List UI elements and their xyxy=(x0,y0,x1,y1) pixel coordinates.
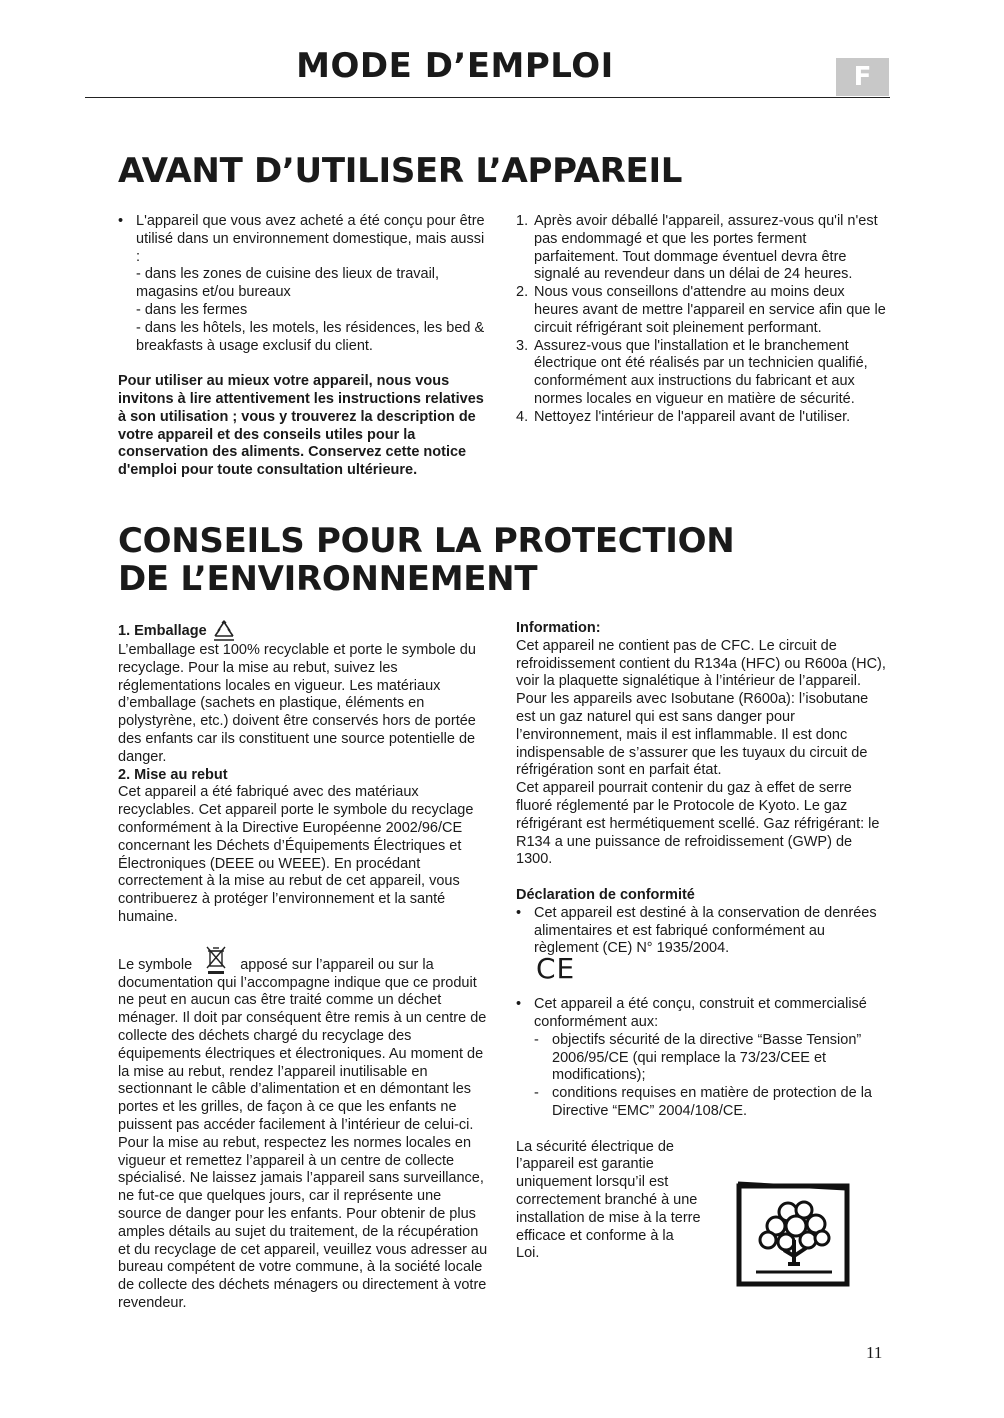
language-tab: F xyxy=(836,58,889,96)
bullet-mark: • xyxy=(118,213,124,229)
item-text: Nettoyez l'intérieur de l'appareil avant de l'utiliser. xyxy=(534,408,851,425)
instructions-notice: Pour utiliser au mieux votre appareil, nous vous invitons à lire attentivement les instructions relatives à son utilisation ; vous y trouverez la description de votre appareil et des conseils utiles pour la conservation des aliments. Conservez cette notice d'emploi pour toute consultation ultérieure. xyxy=(118,373,484,479)
rebut-heading: 2. Mise au rebut xyxy=(118,766,228,783)
item-text: Nous vous conseillons d'attendre au moins deux heures avant de mettre l'appareil en service afin que le circuit réfrigérant soit pleinement performant. xyxy=(534,284,886,336)
info-text: Cet appareil pourrait contenir du gaz à effet de serre fluoré réglementé par le Protocole de Kyoto. Le gaz réfrigérant est hermétiquement scellé. Gaz réfrigérant: le R134 a une puissance de refroidissement (GWP) de 1300. xyxy=(516,780,880,868)
section1-right-column xyxy=(516,213,888,427)
intro-text: L'appareil que vous avez acheté a été conçu pour être utilisé dans un environnement domestique, mais aussi : xyxy=(136,213,485,265)
numbered-item xyxy=(516,338,888,409)
usage-dash-item: - dans les zones de cuisine des lieux de travail, magasins et/ou bureaux xyxy=(136,266,440,301)
emballage-text: L’emballage est 100% recyclable et porte le symbole du recyclage. Pour la mise au rebut, suivez les réglementations locales en vigueur. Les matériaux d’emballage (sachets en plastique, éléments en polystyrène, etc.) doivent être conservés hors de portée des enfants car ils constituent une source potentielle de danger. xyxy=(118,642,476,765)
directive-text: conditions requises en matière de protection de la Directive “EMC” 2004/108/CE. xyxy=(552,1085,872,1119)
numbered-item xyxy=(516,409,888,427)
intro-bullet xyxy=(118,213,488,355)
securite-text: La sécurité électrique de l’appareil est garantie uniquement lorsqu’il est correctement branché à une installation de mise à la terre efficace et conforme à la Loi. xyxy=(516,1138,701,1262)
declaration-bullet xyxy=(516,996,888,1032)
item-text: Après avoir déballé l'appareil, assurez-vous qu'il n'est pas endommagé et que les portes ferment parfaitement. Tout dommage éventuel devra être signalé au revendeur dans un délai de 24 heures. xyxy=(534,213,878,283)
info-heading: Information: xyxy=(516,620,601,636)
item-text: Assurez-vous que l'installation et le branchement électrique ont été réalisés par un technicien qualifié, conformément aux instructions du fabricant et aux normes locales en vigueur en matière de sécurité. xyxy=(534,337,868,407)
declaration-bullet xyxy=(516,905,888,958)
section2-left-column xyxy=(118,620,488,1313)
recycle-icon xyxy=(211,620,237,642)
section-title-conseils xyxy=(118,522,734,598)
section-title-line1: CONSEILS POUR LA PROTECTION xyxy=(118,521,735,561)
rebut-text: Cet appareil a été fabriqué avec des matériaux recyclables. Cet appareil porte le symbole du recyclage conformément à la Directive Européenne 2002/96/CE concernant les Déchets d’Équipements Électriques et Électroniques (DEEE ou WEEE). En procédant correctement à la mise au rebut de cet appareil, vous contribuerez à protéger l’environnement et la santé humaine. xyxy=(118,784,474,925)
page-number: 11 xyxy=(866,1343,883,1362)
ce-mark-icon: CE xyxy=(536,952,576,986)
item-number: 1. xyxy=(516,213,529,229)
item-number: 4. xyxy=(516,408,529,425)
section2-right-column xyxy=(516,620,888,1263)
dash-mark: - xyxy=(534,1085,539,1102)
item-number: 2. xyxy=(516,284,529,301)
directive-text: objectifs sécurité de la directive “Basse Tension” 2006/95/CE (qui remplace la 73/23/CEE et modifications); xyxy=(552,1031,862,1084)
dash-mark: - xyxy=(534,1031,539,1048)
directive-dash-item xyxy=(516,1085,888,1121)
directive-dash-item xyxy=(516,1032,888,1085)
bullet-mark: • xyxy=(516,996,522,1013)
usage-dash-item: - dans les fermes xyxy=(136,301,248,318)
info-text: Cet appareil ne contient pas de CFC. Le circuit de refroidissement contient du R134a (HFC) ou R600a (HC), voir la plaquette signalétique à l’intérieur de l’appareil. xyxy=(516,637,886,690)
info-text: Pour les appareils avec Isobutane (R600a): l’isobutane est un gaz naturel qui est sans danger pour l’environnement, mais il est inflammable. Il est donc indispensable de s’assurer que les tuyaux du circuit de réfrigération sont en parfait état. xyxy=(516,691,869,779)
section-title-line2: DE L’ENVIRONNEMENT xyxy=(118,559,538,599)
bullet-mark: • xyxy=(516,904,522,921)
usage-dash-item: - dans les hôtels, les motels, les résidences, les bed & breakfasts à usage exclusif du client. xyxy=(136,319,485,354)
declaration-text: Cet appareil a été conçu, construit et commercialisé conformément aux: xyxy=(534,996,867,1030)
page-header-title: MODE D’EMPLOI xyxy=(296,46,614,86)
crossed-bin-icon xyxy=(202,945,230,975)
numbered-item xyxy=(516,284,888,337)
section-title-avant: AVANT D’UTILISER L’APPAREIL xyxy=(118,151,683,191)
numbered-item xyxy=(516,213,888,284)
declaration-text: Cet appareil est destiné à la conservation de denrées alimentaires et est fabriqué conformément au règlement (CE) N° 1935/2004. xyxy=(534,904,877,957)
symbole-pre-text: Le symbole xyxy=(118,956,193,973)
declaration-heading: Déclaration de conformité xyxy=(516,886,695,903)
item-number: 3. xyxy=(516,337,529,354)
section1-left-column xyxy=(118,213,488,480)
earth-ground-logo-icon xyxy=(736,1180,852,1290)
symbole-post-text: apposé sur l’appareil ou sur la documentation qui l’accompagne indique que ce produit ne peut en aucun cas être traité comme un déchet ménager. Il doit par conséquent être remis à un centre de collecte des déchets chargé du recyclage des équipements électriques et électroniques. Au moment de la mise au rebut, rendez l’appareil inutilisable en sectionnant le câble d’alimentation et en démontant les portes et les grilles, de façon à ce que les enfants ne puissent pas accéder facilement à l’intérieur de celui-ci. Pour la mise au rebut, respectez les normes locales en vigueur et remettez l’appareil à un centre de collecte spécialisé. Ne laissez jamais l’appareil sans surveillance, ne fut-ce que quelques jours, car il représente une source de danger pour les enfants. Pour obtenir de plus amples détails au sujet du traitement, de la récupération et du recyclage de cet appareil, veuillez vous adresser au bureau compétent de votre commune, à la société locale de collecte des déchets ménagers ou directement à votre revendeur. xyxy=(118,956,488,1311)
emballage-heading: 1. Emballage xyxy=(118,622,207,639)
header-divider xyxy=(85,97,890,98)
ce-mark-row xyxy=(516,952,888,996)
